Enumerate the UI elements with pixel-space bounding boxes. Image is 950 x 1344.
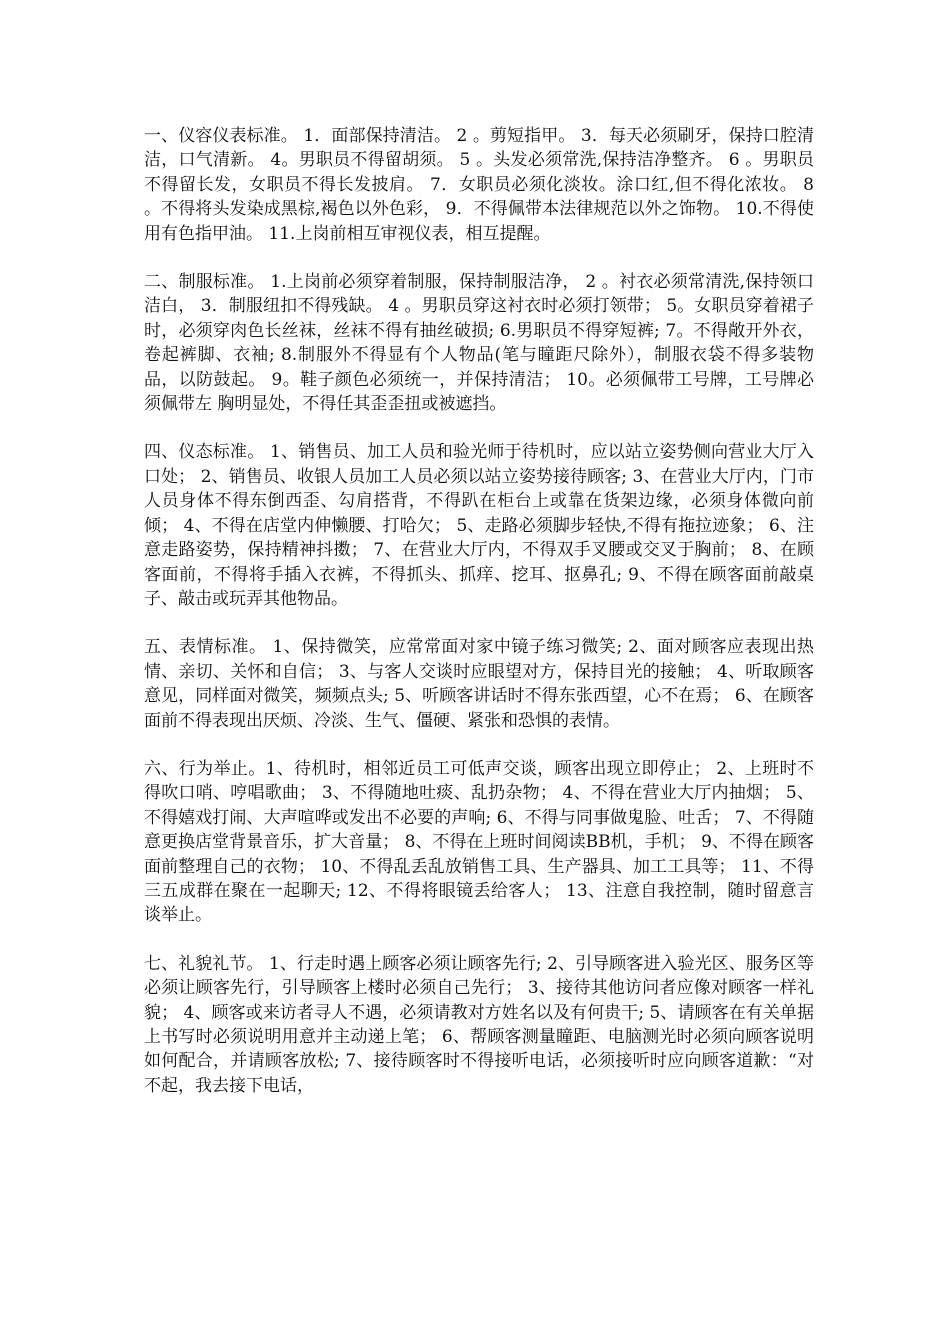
- section-uniform-standards: 二、制服标准。 1.上岗前必须穿着制服，保持制服洁净， 2 。衬衣必须常清洗,保持领口洁白， 3．制服纽扣不得残缺。 4 。男职员穿这衬衣时必须打领带； 5。女职员穿着裙子时，必须穿肉色长丝袜，丝袜不得有抽丝破损; 6.男职员不得穿短裤; 7。不得敞开外衣，卷起裤脚、衣袖; 8.制服外不得显有个人物品(笔与瞳距尺除外），制服衣袋不得多装物品，以防鼓起。 9。鞋子颜色必须统一，并保持清洁； 10。必须佩带工号牌，工号牌必须佩带左 胸明显处，不得任其歪歪扭或被遮挡。: [144, 272, 814, 415]
- section-expression-standards: 五、表情标准。 1、保持微笑，应常常面对家中镜子练习微笑; 2、面对顾客应表现出热情、亲切、关怀和自信； 3、与客人交谈时应眼望对方，保持目光的接触； 4、听取顾客意见，同样面对微笑，频频点头; 5、听顾客讲话时不得东张西望，心不在焉； 6、在顾客面前不得表现出厌烦、冷淡、生气、僵硬、紧张和恐惧的表情。: [144, 637, 814, 731]
- section-behavior-conduct: 六、行为举止。1、待机时，相邻近员工可低声交谈，顾客出现立即停止； 2、上班时不得吹口哨、哼唱歌曲； 3、不得随地吐痰、乱扔杂物； 4、不得在营业大厅内抽烟； 5、不得嬉戏打闹、大声喧哗或发出不必要的声响; 6、不得与同事做鬼脸、吐舌； 7、不得随意更换店堂背景音乐，扩大音量； 8、不得在上班时间阅读BB机，手机； 9、不得在顾客面前整理自己的衣物； 10、不得乱丢乱放销售工具、生产器具、加工工具等； 11、不得三五成群在聚在一起聊天; 12、不得将眼镜丢给客人； 13、注意自我控制，随时留意言谈举止。: [144, 758, 814, 926]
- section-appearance-standards: 一、仪容仪表标准。 1．面部保持清洁。 2 。剪短指甲。 3．每天必须刷牙，保持口腔清洁，口气清新。 4。男职员不得留胡须。 5 。头发必须常洗,保持洁净整齐。 6 。男职员不得留长发，女职员不得长发披肩。 7．女职员必须化淡妆。涂口红,但不得化浓妆。 8 。不得将头发染成黑棕,褐色以外色彩， 9．不得佩带本法律规范以外之饰物。 10.不得使用有色指甲油。 11.上岗前相互审视仪表，相互提醒。: [144, 126, 814, 244]
- section-posture-standards: 四、仪态标准。 1、销售员、加工人员和验光师于待机时，应以站立姿势侧向营业大厅入口处； 2、销售员、收银人员加工人员必须以站立姿势接待顾客; 3、在营业大厅内，门市人员身体不得东倒西歪、勾肩搭背，不得趴在柜台上或靠在货架边缘，必须身体微向前倾； 4、不得在店堂内伸懒腰、打哈欠； 5、走路必须脚步轻快,不得有拖拉迹象； 6、注意走路姿势，保持精神抖擞； 7、在营业大厅内，不得双手叉腰或交叉于胸前； 8、在顾客面前，不得将手插入衣裤，不得抓头、抓痒、挖耳、抠鼻孔; 9、不得在顾客面前敲桌子、敲击或玩弄其他物品。: [144, 442, 814, 609]
- document-body: [144, 124, 814, 1122]
- section-courtesy-etiquette: 七、礼貌礼节。 1、行走时遇上顾客必须让顾客先行; 2、引导顾客进入验光区、服务区等必须让顾客先行，引导顾客上楼时必须自己先行； 3、接待其他访问者应像对顾客一样礼貌； 4、顾客或来访者寻人不遇，必须请教对方姓名以及有何贵干; 5、请顾客在有关单据上书写时必须说明用意并主动递上笔； 6、帮顾客测量瞳距、电脑测光时必须向顾客说明如何配合，并请顾客放松; 7、接待顾客时不得接听电话，必须接听时应向顾客道歉：“对不起，我去接下电话，: [144, 953, 814, 1096]
